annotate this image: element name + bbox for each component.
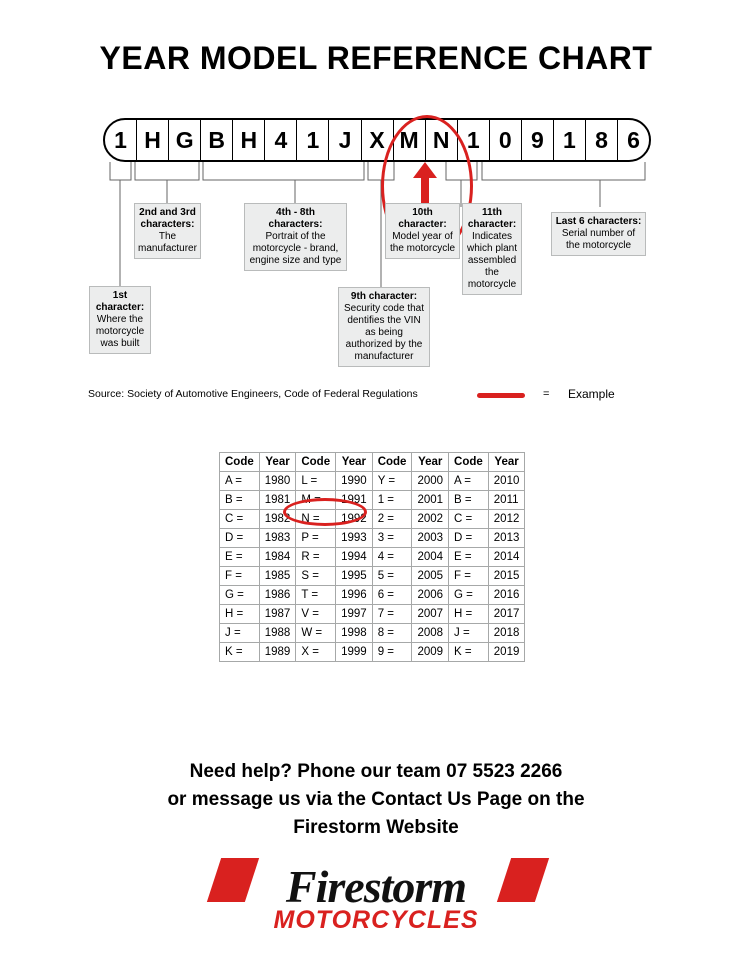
vin-character: 9 xyxy=(530,126,544,153)
vin-character: 6 xyxy=(627,126,640,153)
cell-year: 2005 xyxy=(412,567,449,586)
example-equals: = xyxy=(543,388,550,400)
table-model-year-highlight-ellipse xyxy=(283,498,367,526)
cell-year: 1991 xyxy=(336,491,373,510)
vin-character: 1 xyxy=(466,126,480,153)
cell-code: G = xyxy=(220,586,260,605)
table-row xyxy=(220,529,525,548)
callout-heading: 10th character: xyxy=(398,207,447,230)
cell-code: H = xyxy=(220,605,260,624)
cell-code: V = xyxy=(296,605,336,624)
cell-code: B = xyxy=(220,491,260,510)
cell-year: 2018 xyxy=(488,624,525,643)
table-row xyxy=(220,472,525,491)
footer-line-2: or message us via the Contact Us Page on the xyxy=(167,789,585,810)
footer-contact xyxy=(0,758,752,842)
cell-code: 9 = xyxy=(372,643,412,662)
cell-code: H = xyxy=(449,605,489,624)
cell-code: Y = xyxy=(372,472,412,491)
vin-character: H xyxy=(144,126,161,153)
callout-heading: 11th character: xyxy=(467,207,517,230)
cell-year: 1982 xyxy=(259,510,296,529)
cell-year: 2007 xyxy=(412,605,449,624)
cell-code: 5 = xyxy=(372,567,412,586)
cell-year: 2017 xyxy=(488,605,525,624)
cell-year: 2019 xyxy=(488,643,525,662)
cell-year: 2010 xyxy=(488,472,525,491)
model-year-arrow-head xyxy=(413,162,437,178)
source-note: Source: Society of Automotive Engineers, Code of Federal Regulations xyxy=(88,388,418,400)
vin-number-box xyxy=(103,118,651,162)
cell-year: 1996 xyxy=(336,586,373,605)
cell-year: 2014 xyxy=(488,548,525,567)
callout-body: Indicates which plant assembled the motorcycle xyxy=(466,231,518,290)
cell-year: 2012 xyxy=(488,510,525,529)
cell-code: E = xyxy=(220,548,260,567)
page-title: YEAR MODEL REFERENCE CHART xyxy=(99,40,653,76)
column-header: Year xyxy=(259,453,296,472)
callout-heading: 1st character: xyxy=(95,290,145,313)
vin-character: 8 xyxy=(595,126,608,153)
year-code-table xyxy=(219,452,525,662)
callout-ninth-character xyxy=(338,287,430,367)
cell-code: C = xyxy=(449,510,489,529)
cell-year: 1981 xyxy=(259,491,296,510)
callout-body: The manufacturer xyxy=(138,231,197,254)
cell-year: 1985 xyxy=(259,567,296,586)
cell-code: K = xyxy=(449,643,489,662)
callout-fourth-eighth-characters xyxy=(244,203,347,271)
cell-code: S = xyxy=(296,567,336,586)
firestorm-logo xyxy=(196,856,556,938)
cell-year: 1997 xyxy=(336,605,373,624)
callout-body: Model year of the motorcycle xyxy=(389,231,456,254)
cell-code: D = xyxy=(449,529,489,548)
logo-wordmark: Firestorm xyxy=(285,861,467,912)
cell-code: B = xyxy=(449,491,489,510)
cell-year: 2000 xyxy=(412,472,449,491)
cell-code: P = xyxy=(296,529,336,548)
cell-code: R = xyxy=(296,548,336,567)
column-header: Code xyxy=(372,453,412,472)
vin-character: B xyxy=(208,126,226,153)
cell-code: 3 = xyxy=(372,529,412,548)
cell-year: 2002 xyxy=(412,510,449,529)
callout-heading: 4th - 8th characters: xyxy=(268,207,323,230)
column-header: Year xyxy=(488,453,525,472)
column-header: Code xyxy=(220,453,260,472)
table-row xyxy=(220,510,525,529)
cell-year: 1983 xyxy=(259,529,296,548)
cell-year: 2009 xyxy=(412,643,449,662)
table-header-row xyxy=(220,453,525,472)
column-header: Year xyxy=(412,453,449,472)
vin-character: J xyxy=(338,126,352,153)
cell-year: 1995 xyxy=(336,567,373,586)
callout-body: Serial number of the motorcycle xyxy=(561,228,636,251)
table-row xyxy=(220,567,525,586)
footer-line-3: Firestorm Website xyxy=(293,817,459,838)
vin-character: M xyxy=(399,126,419,153)
cell-year: 2004 xyxy=(412,548,449,567)
cell-year: 1990 xyxy=(336,472,373,491)
cell-code: D = xyxy=(220,529,260,548)
example-swatch xyxy=(477,393,525,398)
cell-year: 2013 xyxy=(488,529,525,548)
cell-year: 2016 xyxy=(488,586,525,605)
cell-code: F = xyxy=(449,567,489,586)
vin-character: 1 xyxy=(306,126,320,153)
cell-code: A = xyxy=(449,472,489,491)
cell-year: 1989 xyxy=(259,643,296,662)
cell-code: T = xyxy=(296,586,336,605)
cell-year: 1994 xyxy=(336,548,373,567)
footer-line-1: Need help? Phone our team 07 5523 2266 xyxy=(189,761,563,782)
table-row xyxy=(220,643,525,662)
table-row xyxy=(220,624,525,643)
column-header: Code xyxy=(449,453,489,472)
cell-code: J = xyxy=(449,624,489,643)
cell-year: 2003 xyxy=(412,529,449,548)
cell-year: 1984 xyxy=(259,548,296,567)
vin-character: X xyxy=(369,126,385,153)
table-row xyxy=(220,491,525,510)
cell-code: 2 = xyxy=(372,510,412,529)
callout-heading: Last 6 characters: xyxy=(555,216,642,227)
vin-character: 0 xyxy=(498,126,512,153)
cell-year: 1986 xyxy=(259,586,296,605)
cell-year: 2001 xyxy=(412,491,449,510)
example-label: Example xyxy=(568,387,615,401)
cell-code: G = xyxy=(449,586,489,605)
column-header: Code xyxy=(296,453,336,472)
logo-subtitle: MOTORCYCLES xyxy=(273,906,479,934)
callout-body: Where the motorcycle was built xyxy=(95,314,145,349)
cell-code: K = xyxy=(220,643,260,662)
callout-second-third-characters xyxy=(134,203,201,259)
vin-character: 1 xyxy=(114,126,127,153)
vin-character: H xyxy=(240,126,258,153)
table-row xyxy=(220,548,525,567)
callout-tenth-character xyxy=(385,203,460,259)
cell-code: J = xyxy=(220,624,260,643)
cell-code: 8 = xyxy=(372,624,412,643)
callout-body: Portrait of the motorcycle - brand, engine size and type xyxy=(249,231,342,266)
callout-first-character xyxy=(89,286,151,354)
cell-year: 1998 xyxy=(336,624,373,643)
vin-character: 1 xyxy=(563,126,576,153)
cell-code: X = xyxy=(296,643,336,662)
cell-year: 1999 xyxy=(336,643,373,662)
table-row xyxy=(220,586,525,605)
vin-character: N xyxy=(432,126,450,153)
cell-code: E = xyxy=(449,548,489,567)
vin-character: G xyxy=(175,126,194,153)
cell-code: C = xyxy=(220,510,260,529)
cell-year: 1993 xyxy=(336,529,373,548)
cell-code: L = xyxy=(296,472,336,491)
callout-last-six-characters xyxy=(551,212,646,256)
callout-body: Security code that dentifies the VIN as being authorized by the manufacturer xyxy=(343,303,425,362)
column-header: Year xyxy=(336,453,373,472)
callout-heading: 9th character: xyxy=(350,291,418,302)
cell-code: F = xyxy=(220,567,260,586)
cell-year: 2015 xyxy=(488,567,525,586)
table-row xyxy=(220,605,525,624)
cell-year: 2006 xyxy=(412,586,449,605)
cell-code: 6 = xyxy=(372,586,412,605)
cell-year: 1988 xyxy=(259,624,296,643)
cell-code: W = xyxy=(296,624,336,643)
cell-year: 2011 xyxy=(488,491,525,510)
cell-code: N = xyxy=(296,510,336,529)
cell-year: 1987 xyxy=(259,605,296,624)
vin-character: 4 xyxy=(274,126,288,153)
cell-year: 2008 xyxy=(412,624,449,643)
cell-code: 1 = xyxy=(372,491,412,510)
cell-year: 1992 xyxy=(336,510,373,529)
callout-heading: 2nd and 3rd characters: xyxy=(139,207,196,230)
cell-code: 4 = xyxy=(372,548,412,567)
cell-code: 7 = xyxy=(372,605,412,624)
cell-code: M = xyxy=(296,491,336,510)
cell-year: 1980 xyxy=(259,472,296,491)
callout-eleventh-character xyxy=(462,203,522,295)
cell-code: A = xyxy=(220,472,260,491)
